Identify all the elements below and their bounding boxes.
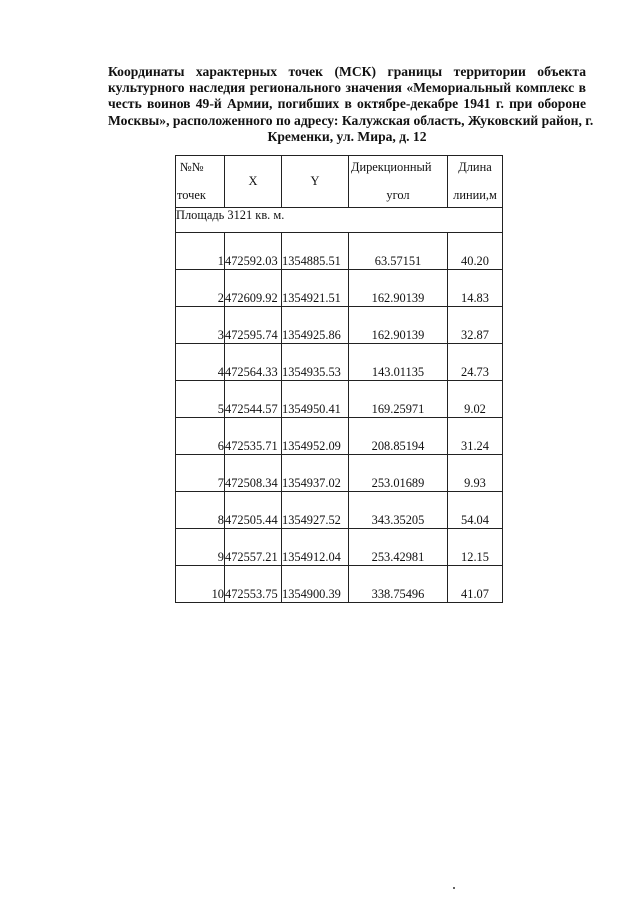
line-length-cell: 54.04	[448, 492, 503, 529]
direction-angle-cell: 162.90139	[349, 270, 448, 307]
table-row	[176, 233, 503, 270]
direction-angle-cell: 63.57151	[349, 233, 448, 270]
point-number-cell: 9	[176, 529, 225, 566]
y-cell: 1354900.39	[282, 566, 349, 603]
scan-speck	[453, 887, 455, 889]
line-length-cell: 9.02	[448, 381, 503, 418]
direction-angle-cell: 143.01135	[349, 344, 448, 381]
line-length-cell: 12.15	[448, 529, 503, 566]
table-row	[176, 307, 503, 344]
y-cell: 1354950.41	[282, 381, 349, 418]
header-direction-angle-bottom: угол	[386, 188, 410, 202]
table-header-row	[176, 156, 503, 208]
header-y: Y	[282, 156, 349, 208]
table-row	[176, 455, 503, 492]
point-number-cell: 10	[176, 566, 225, 603]
header-x: X	[225, 156, 282, 208]
direction-angle-cell: 169.25971	[349, 381, 448, 418]
title-line-5: Кременки, ул. Мира, д. 12	[267, 128, 427, 144]
x-cell: 472557.21	[225, 529, 282, 566]
title-line-3: честь воинов 49-й Армии, погибших в октябре-декабре 1941 г. при обороне	[108, 96, 586, 112]
y-cell: 1354921.51	[282, 270, 349, 307]
line-length-cell: 14.83	[448, 270, 503, 307]
header-point-number	[176, 156, 225, 208]
x-cell: 472595.74	[225, 307, 282, 344]
header-line-length	[448, 156, 503, 208]
area-label: Площадь 3121 кв. м.	[176, 208, 503, 233]
area-row	[176, 208, 503, 233]
table-row	[176, 566, 503, 603]
header-point-number-top: №№	[180, 160, 204, 174]
y-cell: 1354912.04	[282, 529, 349, 566]
table-row	[176, 270, 503, 307]
y-cell: 1354885.51	[282, 233, 349, 270]
x-cell: 472592.03	[225, 233, 282, 270]
line-length-cell: 31.24	[448, 418, 503, 455]
y-cell: 1354925.86	[282, 307, 349, 344]
line-length-cell: 41.07	[448, 566, 503, 603]
y-cell: 1354927.52	[282, 492, 349, 529]
direction-angle-cell: 343.35205	[349, 492, 448, 529]
y-cell: 1354935.53	[282, 344, 349, 381]
title-line-2: культурного наследия регионального значения «Мемориальный комплекс в	[108, 80, 586, 96]
document-title	[108, 64, 594, 145]
direction-angle-cell: 162.90139	[349, 307, 448, 344]
line-length-cell: 24.73	[448, 344, 503, 381]
title-line-1: Координаты характерных точек (МСК) границы территории объекта	[108, 64, 586, 79]
line-length-cell: 9.93	[448, 455, 503, 492]
table-row	[176, 529, 503, 566]
x-cell: 472553.75	[225, 566, 282, 603]
line-length-cell: 40.20	[448, 233, 503, 270]
x-cell: 472505.44	[225, 492, 282, 529]
point-number-cell: 5	[176, 381, 225, 418]
x-cell: 472508.34	[225, 455, 282, 492]
x-cell: 472535.71	[225, 418, 282, 455]
table-row	[176, 492, 503, 529]
point-number-cell: 1	[176, 233, 225, 270]
x-cell: 472609.92	[225, 270, 282, 307]
header-point-number-bottom: точек	[177, 188, 206, 202]
header-line-length-top: Длина	[458, 160, 492, 174]
x-cell: 472564.33	[225, 344, 282, 381]
header-direction-angle	[349, 156, 448, 208]
direction-angle-cell: 253.42981	[349, 529, 448, 566]
x-cell: 472544.57	[225, 381, 282, 418]
table-row	[176, 344, 503, 381]
header-line-length-bottom: линии,м	[453, 188, 497, 202]
y-cell: 1354952.09	[282, 418, 349, 455]
table-row	[176, 381, 503, 418]
point-number-cell: 8	[176, 492, 225, 529]
point-number-cell: 2	[176, 270, 225, 307]
point-number-cell: 7	[176, 455, 225, 492]
line-length-cell: 32.87	[448, 307, 503, 344]
point-number-cell: 4	[176, 344, 225, 381]
y-cell: 1354937.02	[282, 455, 349, 492]
point-number-cell: 3	[176, 307, 225, 344]
title-line-4: Москвы», расположенного по адресу: Калужская область, Жуковский район, г.	[108, 112, 594, 128]
direction-angle-cell: 338.75496	[349, 566, 448, 603]
coordinates-table	[175, 155, 503, 603]
table-row	[176, 418, 503, 455]
direction-angle-cell: 253.01689	[349, 455, 448, 492]
direction-angle-cell: 208.85194	[349, 418, 448, 455]
header-direction-angle-top: Дирекционный	[351, 160, 432, 174]
point-number-cell: 6	[176, 418, 225, 455]
